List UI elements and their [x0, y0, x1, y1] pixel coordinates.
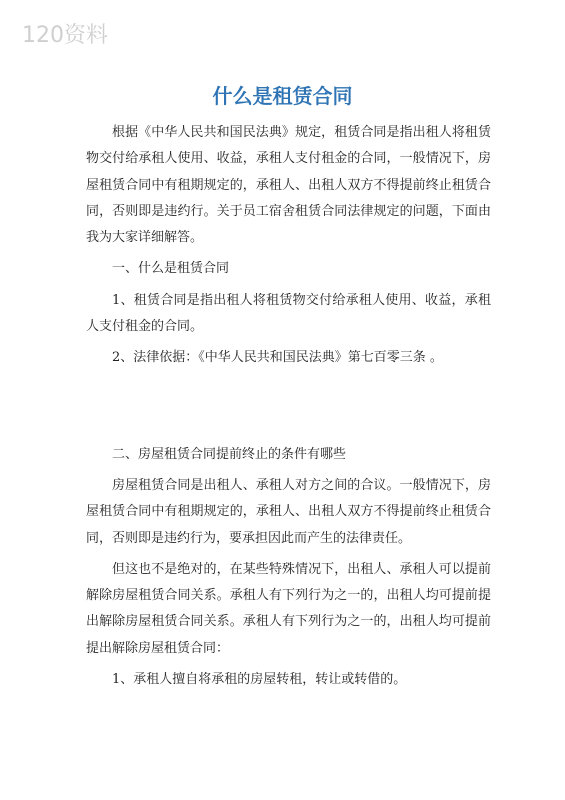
section-heading-2: 二、房屋租赁合同提前终止的条件有哪些 — [112, 446, 347, 462]
document-body — [86, 120, 491, 693]
list-item-2: 2、法律依据：《中华人民共和国民法典》第七百零三条 。 — [112, 350, 443, 366]
list-item-1: 1、租赁合同是指出租人将租赁物交付给承租人使用、收益，承租人支付租金的合同。 — [86, 292, 491, 335]
section-heading-1: 一、什么是租赁合同 — [112, 261, 230, 277]
watermark-logo: 120资料 — [22, 23, 108, 48]
page-title: 什么是租赁合同 — [212, 84, 353, 108]
body-paragraph-2: 但这也不是绝对的，在某些特殊情况下，出租人、承租人可以提前解除房屋租赁合同关系。承租人有下列行为之一的，出租人均可提前提出解除房屋租赁合同关系。承租人有下列行为之一的，出租人均可提前提出解除房屋租赁合同： — [86, 561, 491, 656]
list-item-3: 1、承租人擅自将承租的房屋转租，转让或转借的。 — [112, 672, 407, 688]
intro-paragraph: 根据《中华人民共和国民法典》规定，租赁合同是指出租人将租赁物交付给承租人使用、收益，承租人支付租金的合同，一般情况下，房屋租赁合同中有租期规定的，承租人、出租人双方不得提前终止租赁合同，否则即是违约行。关于员工宿舍租赁合同法律规定的问题，下面由我为大家详细解答。 — [86, 125, 491, 246]
body-paragraph-1: 房屋租赁合同是出租人、承租人对方之间的合议。一般情况下，房屋租赁合同中有租期规定的，承租人、出租人双方不得提前终止租赁合同，否则即是违约行为，要承担因此而产生的法律责任。 — [86, 477, 491, 546]
